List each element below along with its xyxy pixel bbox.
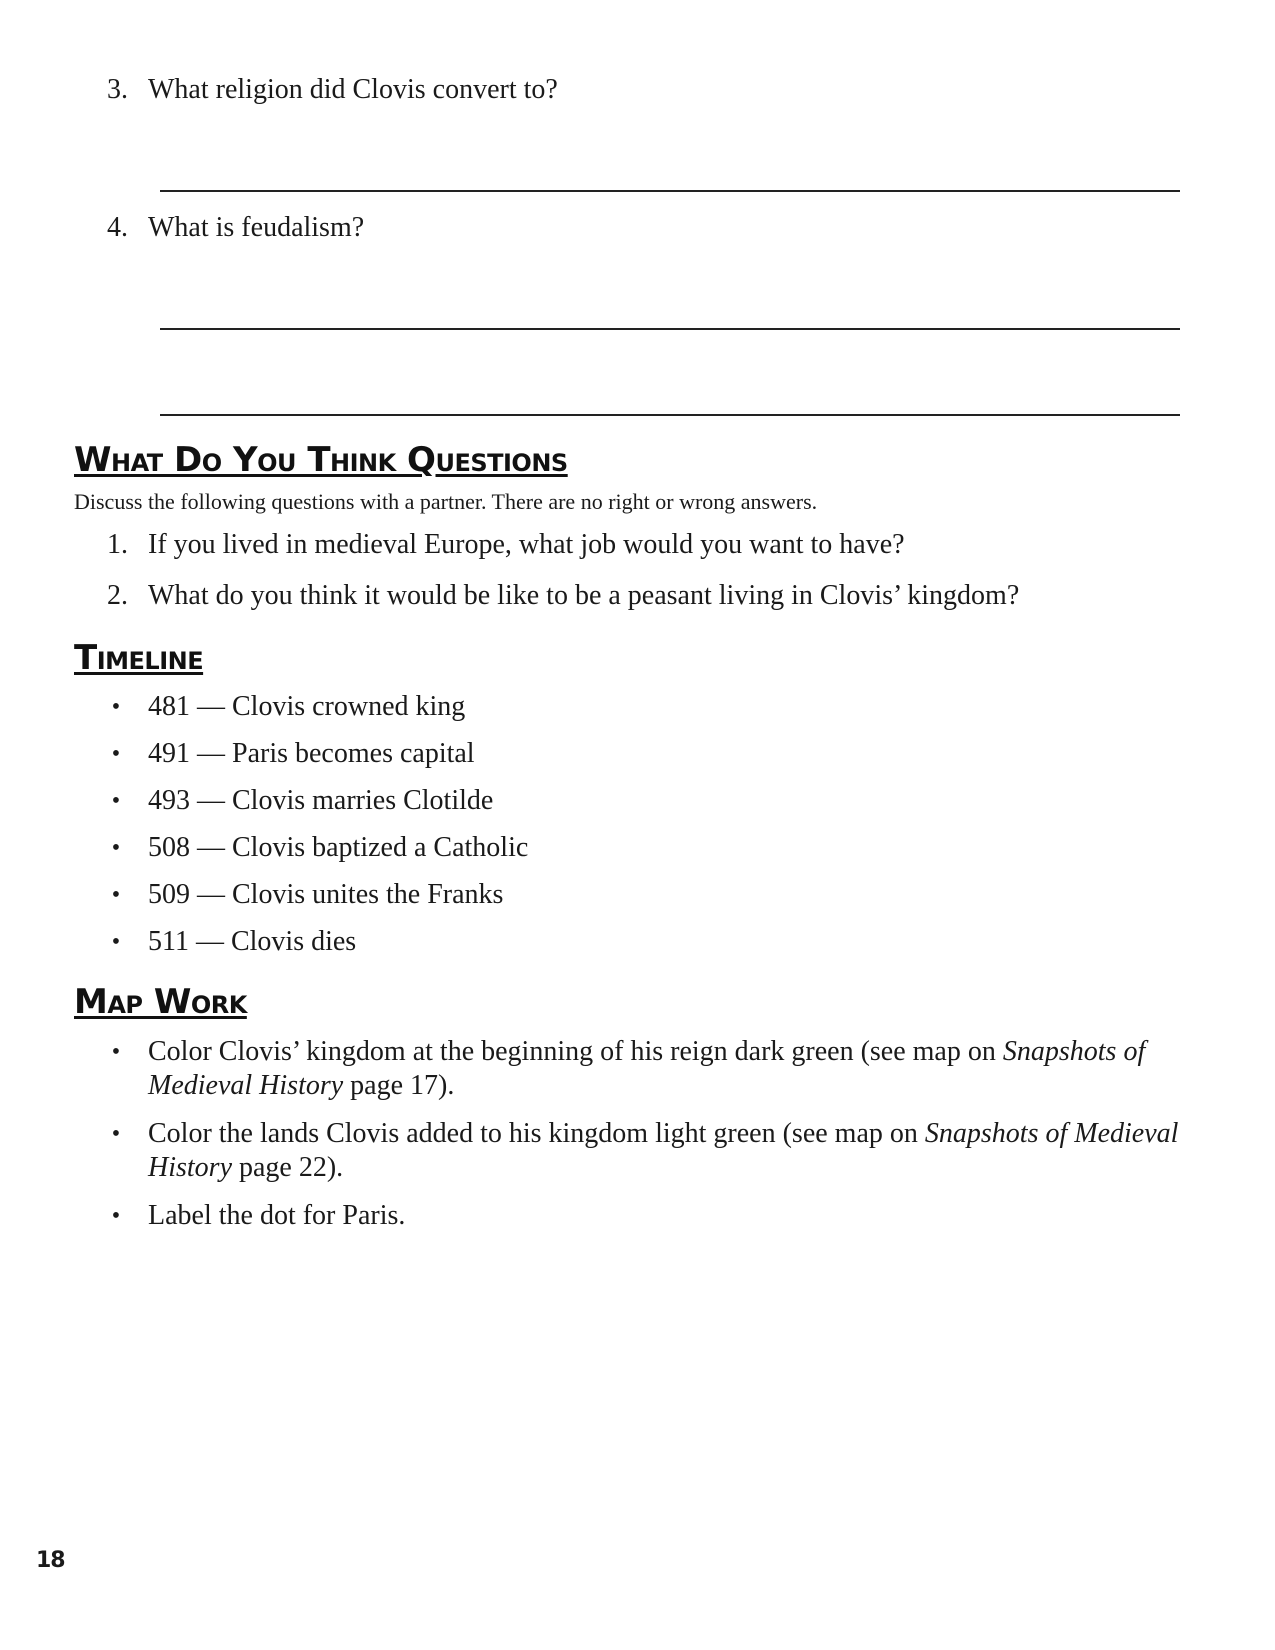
bullet: •: [111, 882, 121, 908]
question-text: What is feudalism?: [148, 212, 365, 243]
question-text: What religion did Clovis convert to?: [148, 74, 558, 105]
page-number: 18: [36, 1548, 65, 1573]
timeline-item: 509 — Clovis unites the Franks: [148, 879, 504, 910]
bullet: •: [111, 741, 121, 767]
timeline-item: 491 — Paris becomes capital: [148, 738, 475, 769]
timeline-item: 508 — Clovis baptized a Catholic: [148, 832, 529, 863]
bullet: •: [111, 1121, 121, 1147]
map-work-text: Color the lands Clovis added to his kingdom light green (see map on: [148, 1118, 925, 1149]
answer-line[interactable]: [160, 328, 1180, 330]
map-work-text: page 22).: [232, 1152, 344, 1183]
question-number: 2.: [107, 580, 128, 611]
bullet: •: [111, 788, 121, 814]
map-work-item: [148, 1117, 1198, 1185]
bullet: •: [111, 694, 121, 720]
question-number: 1.: [107, 529, 128, 560]
timeline-item: 511 — Clovis dies: [148, 926, 357, 957]
bullet: •: [111, 1203, 121, 1229]
section-heading-map-work: Map Work: [74, 982, 247, 1022]
timeline-item: 481 — Clovis crowned king: [148, 691, 466, 722]
question-text: What do you think it would be like to be a peasant living in Clovis’ kingdom?: [148, 580, 1020, 611]
question-number: 4.: [107, 212, 128, 243]
bullet: •: [111, 1039, 121, 1065]
section-heading-timeline: Timeline: [74, 638, 204, 678]
timeline-item: 493 — Clovis marries Clotilde: [148, 785, 494, 816]
question-text: If you lived in medieval Europe, what job would you want to have?: [148, 529, 905, 560]
question-number: 3.: [107, 74, 128, 105]
book-title: Snapshots of Medieval History: [148, 1036, 1146, 1101]
book-title: Snapshots of Medieval History: [148, 1118, 1179, 1183]
answer-line[interactable]: [160, 414, 1180, 416]
section-intro: Discuss the following questions with a partner. There are no right or wrong answers.: [74, 489, 818, 514]
map-work-text: page 17).: [343, 1070, 455, 1101]
map-work-item: [148, 1035, 1198, 1103]
answer-line[interactable]: [160, 190, 1180, 192]
bullet: •: [111, 929, 121, 955]
section-heading-think: What Do You Think Questions: [74, 440, 568, 480]
map-work-item: Label the dot for Paris.: [148, 1200, 406, 1231]
bullet: •: [111, 835, 121, 861]
map-work-text: Color Clovis’ kingdom at the beginning of his reign dark green (see map on: [148, 1036, 1003, 1067]
